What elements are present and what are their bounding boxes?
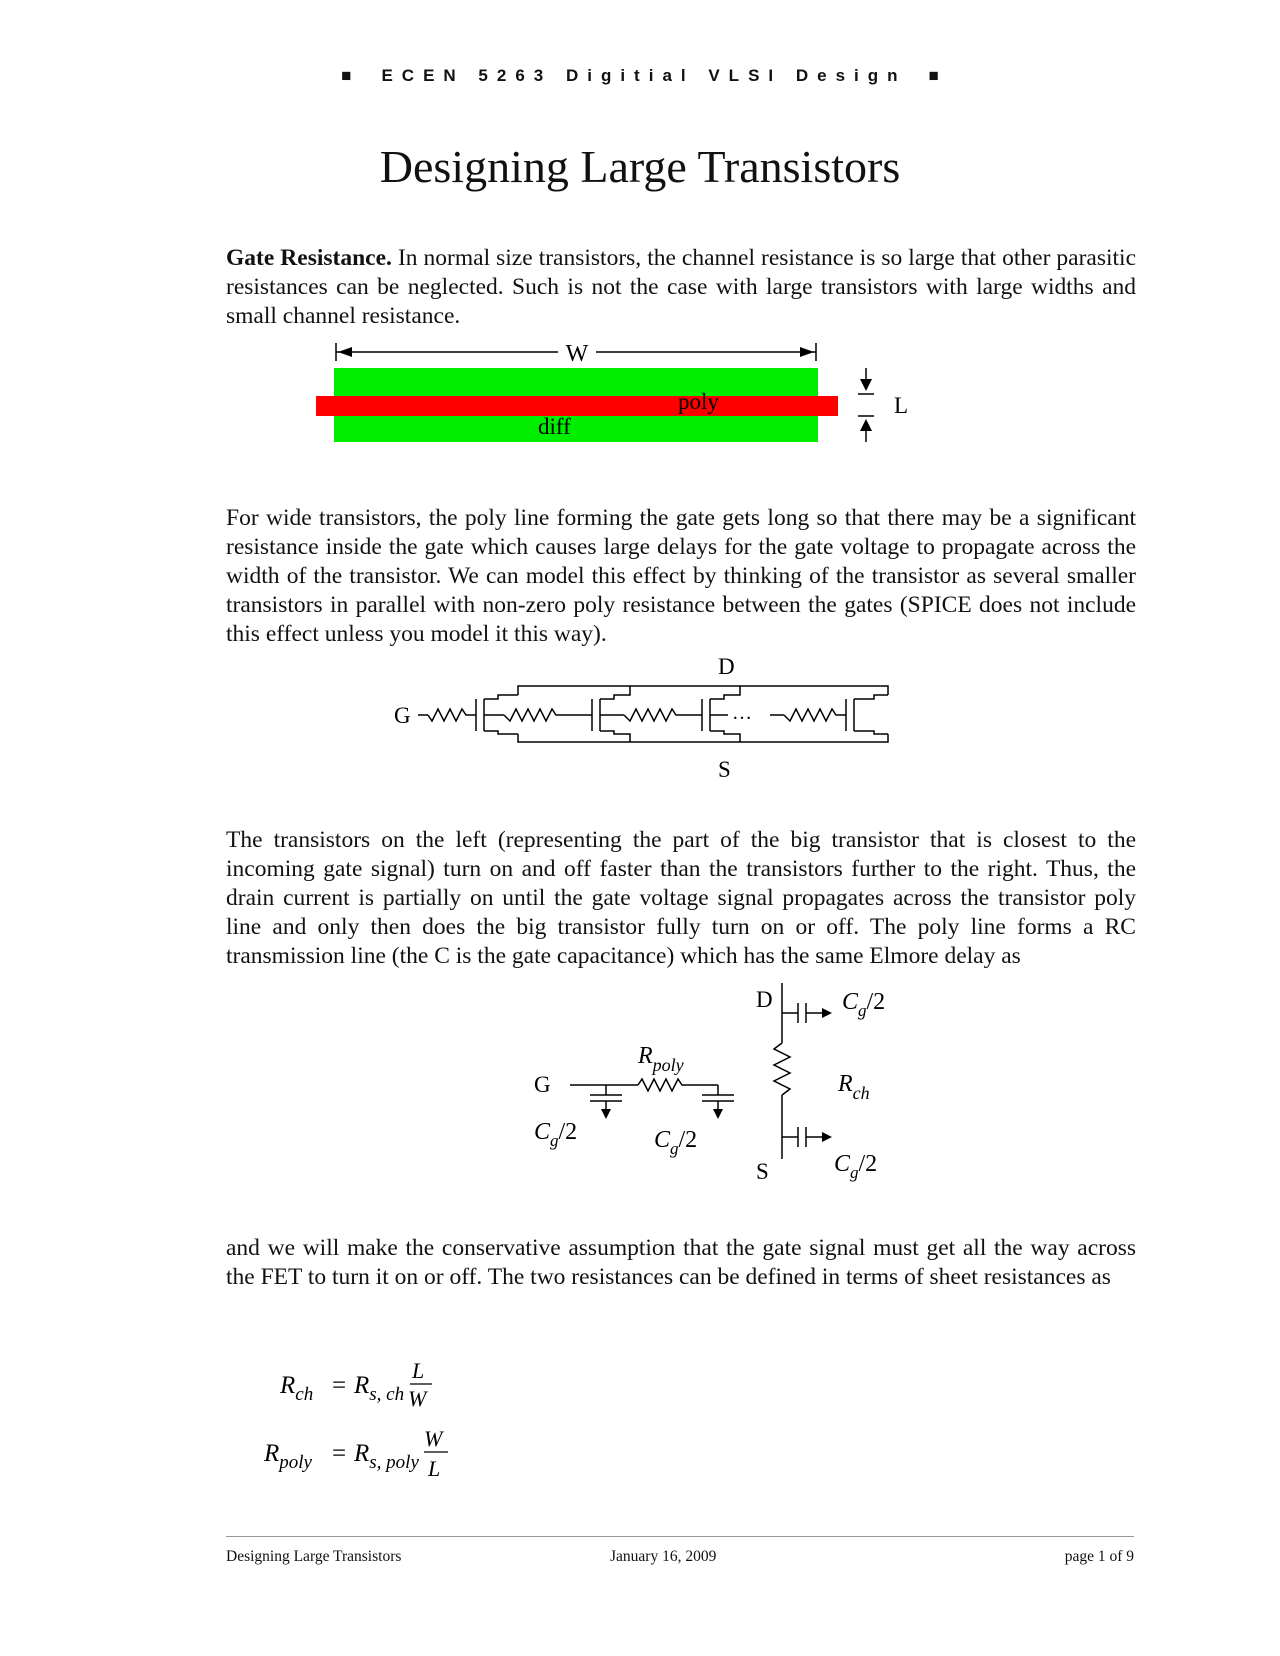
arrow-up-icon [860, 419, 872, 431]
resistance-equations [250, 1352, 490, 1492]
arrow-right-icon [800, 347, 814, 357]
rpoly-equation-rhs: $R_{s, poly}$ [354, 1440, 419, 1473]
ground-arrow-icon [713, 1109, 723, 1119]
left-transistors-paragraph: The transistors on the left (representing the part of the big transistor that is closest to the incoming gate signal) turn on and off faster than the transistors further to the right. Thus, the drain current is partially on until the gate voltage signal propagates across the transistor poly line and only then does the big transistor fully turn on or off. The poly line forms a RC transmission line (the C is the gate capacitance) which has the same Elmore delay as [226, 827, 1136, 969]
rpoly-numerator: W [424, 1426, 443, 1451]
gate-resistance-paragraph [226, 244, 1136, 331]
poly-line [316, 396, 838, 416]
rpoly-label: $R_{poly}$ [638, 1043, 684, 1075]
ground-arrow-icon [601, 1109, 611, 1119]
rc-equivalent-figure [510, 975, 930, 1195]
arrow-down-icon [860, 379, 872, 391]
drain-rail [518, 686, 888, 695]
cg-label-top: $C_g/2$ [842, 989, 886, 1020]
rc-drain-label: D [756, 987, 773, 1012]
rch-equation-lhs: $R_{ch}$ [280, 1372, 314, 1405]
source-label: S [718, 757, 731, 782]
page-header [0, 66, 1280, 86]
poly-resistor-4 [784, 709, 846, 721]
rch-equation-rhs: $R_{s, ch}$ [354, 1372, 405, 1405]
rpoly-equation-lhs: $R_{poly}$ [264, 1440, 312, 1473]
rch-label: $R_{ch}$ [838, 1071, 870, 1103]
cg-label-left: $C_g/2$ [534, 1119, 578, 1150]
gate-ladder-figure [380, 655, 900, 790]
rch-denominator: W [408, 1386, 427, 1411]
conservative-paragraph: and we will make the conservative assumption that the gate signal must get all the way across the FET to turn it on or off. The two resistances can be defined in terms of sheet resistances as [226, 1235, 1136, 1290]
poly-resistor-2 [504, 709, 592, 721]
rc-gate-label: G [534, 1072, 551, 1097]
poly-label: poly [678, 389, 719, 414]
rpoly-denominator: L [428, 1456, 441, 1481]
transistor-layout-figure [300, 330, 920, 450]
footer-left: Designing Large Transistors [226, 1548, 402, 1565]
footer-date: January 16, 2009 [610, 1548, 717, 1565]
length-label: L [894, 393, 909, 418]
rpoly-resistor [638, 1079, 718, 1091]
source-rail [518, 734, 888, 742]
equals-sign: = [332, 1372, 347, 1399]
header-text: ECEN 5263 Digitial VLSI Design [381, 66, 907, 85]
poly-resistor-3 [624, 709, 702, 721]
header-square-right: ■ [928, 66, 939, 85]
gate-resistance-heading: Gate Resistance. [226, 245, 392, 271]
rch-resistor [774, 1043, 790, 1095]
width-label: W [565, 341, 589, 367]
rc-source-label: S [756, 1159, 769, 1184]
footer-page-number: page 1 of 9 [1064, 1548, 1134, 1565]
cg-label-mid: $C_g/2$ [654, 1127, 698, 1158]
cg-label-bottom: $C_g/2$ [834, 1151, 878, 1182]
ground-arrow-icon [822, 1132, 832, 1142]
arrow-left-icon [338, 347, 352, 357]
drain-label: D [718, 655, 735, 679]
rch-numerator: L [412, 1358, 425, 1383]
wide-transistors-paragraph: For wide transistors, the poly line forming the gate gets long so that there may be a significant resistance inside the gate which causes large delays for the gate voltage to propagate across the width of the transistor. We can model this effect by thinking of the transistor as several smaller transistors in parallel with non-zero poly resistance between the gates (SPICE does not include this effect unless you model it this way). [226, 505, 1136, 647]
poly-resistor-1 [428, 709, 476, 721]
page-title: Designing Large Transistors [379, 141, 901, 192]
footer-rule [226, 1536, 1134, 1537]
header-square-left: ■ [341, 66, 352, 85]
diff-label: diff [538, 414, 571, 439]
ground-arrow-icon [822, 1008, 832, 1018]
gate-resistance-text: In normal size transistors, the channel resistance is so large that other parasitic resistances can be neglected. Such is not the case with large transistors with large widths and small channel resistance. [226, 245, 1137, 329]
equals-sign: = [332, 1440, 347, 1467]
ellipsis: … [732, 702, 752, 724]
gate-label: G [394, 703, 411, 728]
